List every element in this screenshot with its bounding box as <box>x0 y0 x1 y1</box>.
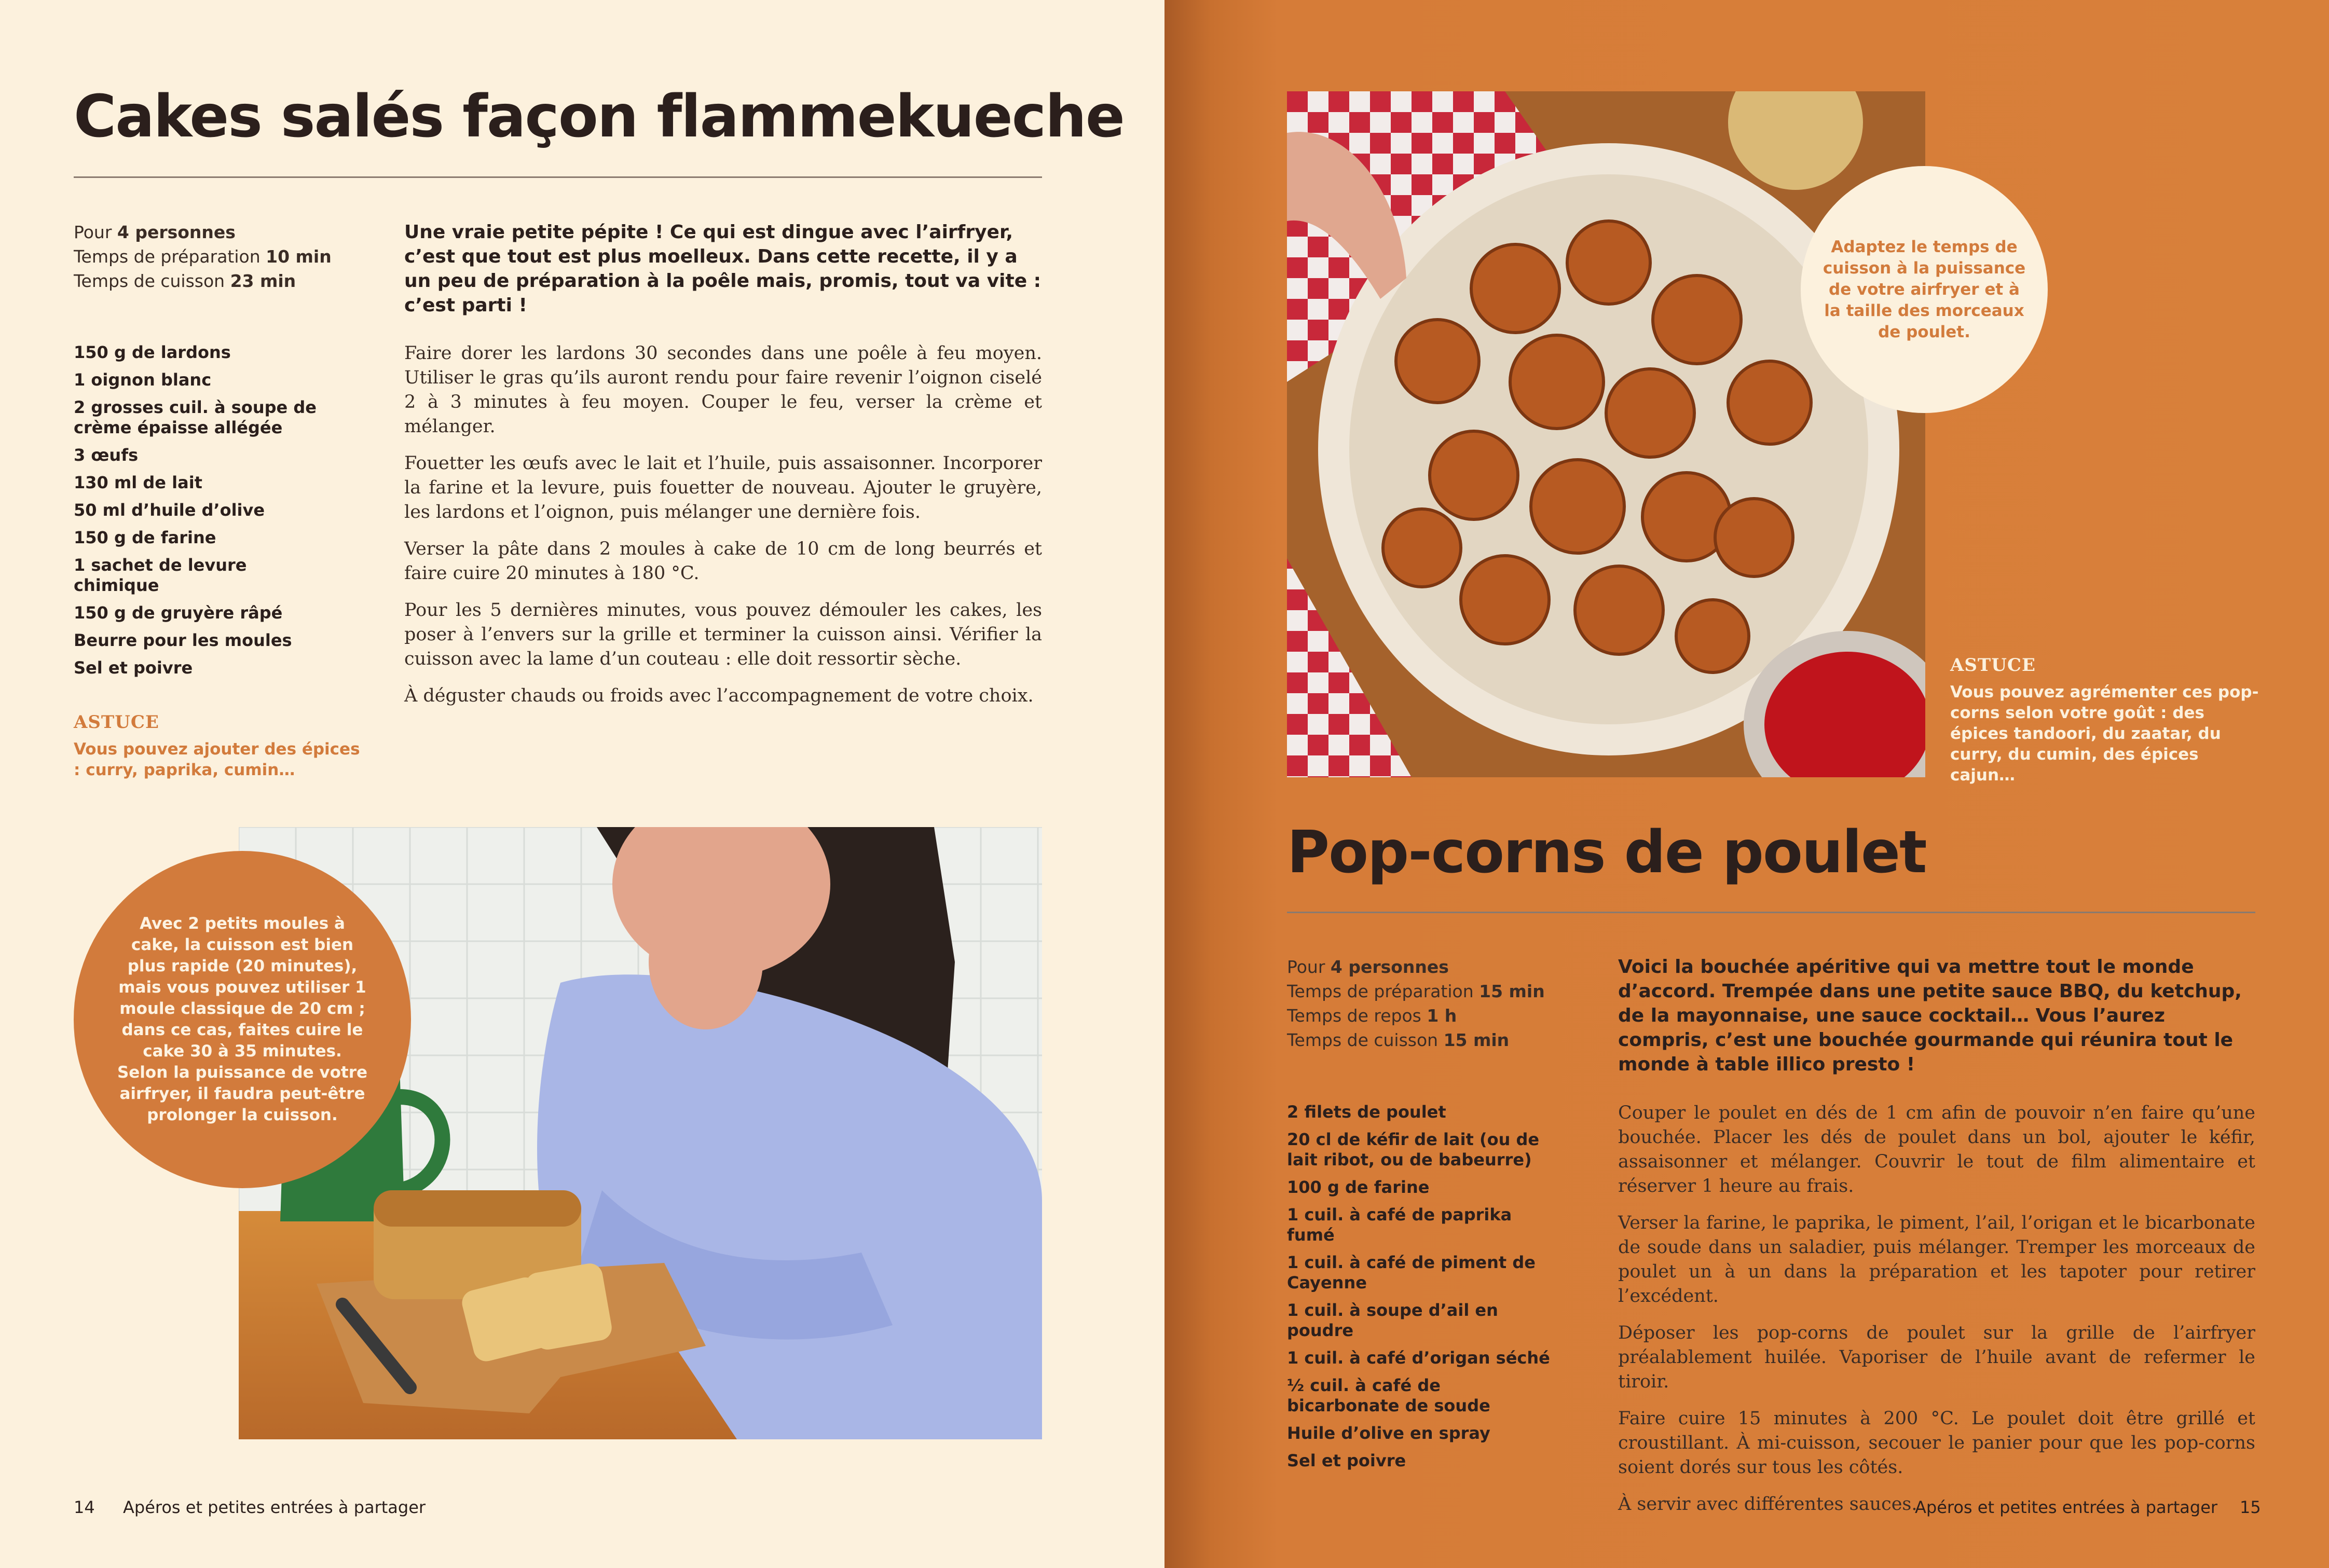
ingredient: 1 sachet de levure chimique <box>74 555 247 595</box>
right-title-rule <box>1287 912 2255 913</box>
right-recipe-title: Pop-corns de poulet <box>1287 819 1926 886</box>
ingredient: 100 g de farine <box>1287 1177 1430 1197</box>
step-paragraph: Déposer les pop-corns de poulet sur la grille de l’airfryer préalablement huilée. Vaporiser de l’huile avant de refermer le tiroir. <box>1618 1323 2255 1392</box>
left-page-number: 14 <box>74 1497 95 1517</box>
step-paragraph: Verser la farine, le paprika, le piment, l’ail, l’origan et le bicarbonate de soude dans un saladier, puis mélanger. Tremper les morceaux de poulet un à un dans la préparation et les tapoter pour retirer l’excédent. <box>1618 1213 2255 1306</box>
left-title-rule <box>74 176 1042 178</box>
ingredient: 130 ml de lait <box>74 473 202 492</box>
right-footer-section: Apéros et petites entrées à partager <box>1915 1497 2218 1517</box>
step-paragraph: Pour les 5 dernières minutes, vous pouvez démouler les cakes, les poser à l’envers sur la grille et terminer la cuisson ainsi. Vérifier la cuisson avec la lame d’un couteau : elle doit ressortir sèche. <box>404 600 1042 669</box>
ingredient: Sel et poivre <box>1287 1451 1406 1470</box>
ingredient: 1 cuil. à soupe d’ail en poudre <box>1287 1300 1498 1340</box>
ingredient: Beurre pour les moules <box>74 630 292 650</box>
ingredient: Huile d’olive en spray <box>1287 1423 1490 1443</box>
ingredient: 1 cuil. à café d’origan séché <box>1287 1348 1550 1368</box>
left-astuce-heading: ASTUCE <box>74 712 159 733</box>
ingredient: 1 cuil. à café de paprika fumé <box>1287 1205 1512 1245</box>
right-meta-rest: Temps de repos 1 h <box>1287 1006 1457 1026</box>
ingredient: 20 cl de kéfir de lait (ou de lait ribot, ou de babeurre) <box>1287 1130 1540 1170</box>
ingredient: 2 grosses cuil. à soupe de crème épaisse allégée <box>74 397 317 437</box>
ingredient: 2 filets de poulet <box>1287 1102 1446 1122</box>
left-recipe-title: Cakes salés façon flammekueche <box>74 83 1124 150</box>
ingredient: 1 oignon blanc <box>74 370 212 390</box>
step-paragraph: Verser la pâte dans 2 moules à cake de 10 cm de long beurrés et faire cuire 20 minutes à 180 °C. <box>404 539 1042 584</box>
right-steps <box>1618 1101 2255 1529</box>
right-tip-circle <box>1801 166 2048 413</box>
right-ingredients-list <box>1287 1102 1557 1478</box>
left-ingredients-list <box>74 342 318 685</box>
step-paragraph: Couper le poulet en dés de 1 cm afin de pouvoir n’en faire qu’une bouchée. Placer les dés de poulet dans un bol, ajouter le kéfir, assaisonner et mélanger. Couvrir le tout de film alimentaire et réserver 1 heure au frais. <box>1618 1103 2255 1196</box>
left-tip-circle <box>74 851 411 1188</box>
left-meta-servings: Pour 4 personnes <box>74 222 236 242</box>
right-tip-circle-text: Adaptez le temps de cuisson à la puissance de votre airfryer et à la taille des morceaux de poulet. <box>1823 237 2026 341</box>
right-intro: Voici la bouchée apéritive qui va mettre tout le monde d’accord. Trempée dans une petite sauce BBQ, du ketchup, de la mayonnaise, une sauce cocktail… Vous l’aurez compris, c’est une bouchée gourmande qui réunira tout le monde à table illico presto ! <box>1618 956 2242 1075</box>
left-footer-section: Apéros et petites entrées à partager <box>123 1497 426 1517</box>
ingredient: ½ cuil. à café de bicarbonate de soude <box>1287 1376 1490 1415</box>
ingredient: 1 cuil. à café de piment de Cayenne <box>1287 1253 1536 1292</box>
ingredient: 150 g de lardons <box>74 342 231 362</box>
right-page-number: 15 <box>2240 1497 2261 1517</box>
chicken-popcorn-photo <box>1287 91 1925 777</box>
step-paragraph: À déguster chauds ou froids avec l’accompagnement de votre choix. <box>404 685 1034 706</box>
left-meta-prep: Temps de préparation 10 min <box>74 246 332 267</box>
right-meta-cook: Temps de cuisson 15 min <box>1287 1030 1510 1050</box>
ingredient: Sel et poivre <box>74 658 193 678</box>
left-steps <box>404 341 1042 721</box>
right-meta-servings: Pour 4 personnes <box>1287 957 1449 977</box>
step-paragraph: Faire cuire 15 minutes à 200 °C. Le poulet doit être grillé et croustillant. À mi-cuisson, secouer le panier pour que les pop-corns soient dorés sur tous les côtés. <box>1618 1408 2255 1478</box>
ingredient: 50 ml d’huile d’olive <box>74 500 265 520</box>
left-intro: Une vraie petite pépite ! Ce qui est dingue avec l’airfryer, c’est que tout est plus moelleux. Dans cette recette, il y a un peu de préparation à la poêle mais, promis, tout va vite : c’est parti ! <box>404 222 1042 316</box>
ingredient: 3 œufs <box>74 445 139 465</box>
chicken-popcorn-illustration <box>1287 91 1925 777</box>
step-paragraph: À servir avec différentes sauces. <box>1618 1494 1917 1515</box>
ingredient: 150 g de gruyère râpé <box>74 603 283 623</box>
ingredient: 150 g de farine <box>74 528 216 547</box>
right-meta <box>1287 955 1619 1052</box>
left-astuce-text: Vous pouvez ajouter des épices : curry, paprika, cumin… <box>74 740 360 779</box>
right-astuce-text: Vous pouvez agrémenter ces pop-corns selon votre goût : des épices tandoori, du zaatar, du curry, du cumin, des épices cajun… <box>1950 683 2259 785</box>
left-meta-cook: Temps de cuisson 23 min <box>74 271 296 291</box>
right-astuce-heading: ASTUCE <box>1950 655 2036 676</box>
step-paragraph: Fouetter les œufs avec le lait et l’huile, puis assaisonner. Incorporer la farine et la levure, puis fouetter de nouveau. Ajouter le gruyère, les lardons et l’oignon, puis mélanger une dernière fois. <box>404 453 1042 522</box>
left-tip-circle-text: Avec 2 petits moules à cake, la cuisson est bien plus rapide (20 minutes), mais vous pouvez utiliser 1 moule classique de 20 cm ; dans ce cas, faites cuire le cake 30 à 35 minutes. Selon la puissance de votre airfryer, il faudra peut-être prolonger la cuisson. <box>117 914 368 1124</box>
left-meta <box>74 220 385 293</box>
step-paragraph: Faire dorer les lardons 30 secondes dans une poêle à feu moyen. Utiliser le gras qu’ils auront rendu pour faire revenir l’oignon ciselé 2 à 3 minutes à feu moyen. Couper le feu, verser la crème et mélanger. <box>404 343 1042 437</box>
right-meta-prep: Temps de préparation 15 min <box>1287 981 1545 1001</box>
